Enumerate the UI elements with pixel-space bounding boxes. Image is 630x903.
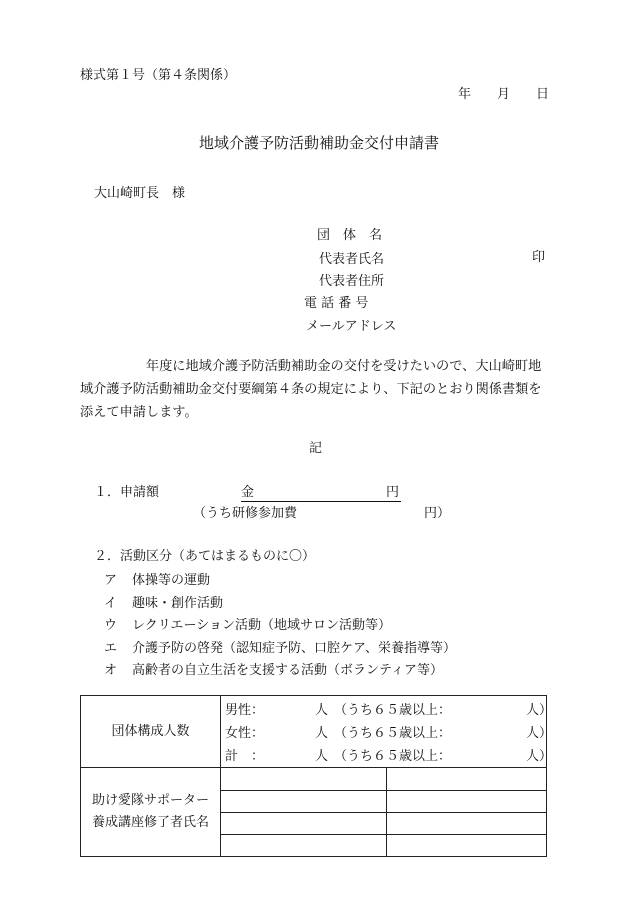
- supporter-name-cell[interactable]: [387, 813, 547, 835]
- member-close: 人）: [526, 749, 553, 764]
- members-label: 団体構成人数: [111, 723, 190, 739]
- member-category: 計 ：: [225, 749, 265, 764]
- statement-line: 域介護予防活動補助金交付要綱第４条の規定により、下記のとおり関係書類を: [80, 382, 542, 397]
- member-unit: 人: [314, 726, 328, 741]
- member-close: 人）: [526, 726, 553, 741]
- option-letter: エ: [104, 641, 118, 656]
- group-name-label: 団 体 名: [317, 228, 383, 243]
- member-note: （うち６５歳以上：: [334, 726, 452, 741]
- member-category: 男性：: [225, 703, 265, 718]
- supporter-name-cell[interactable]: [221, 835, 387, 857]
- training-note: （うち研修参加費: [193, 506, 298, 521]
- supporter-name-cell[interactable]: [387, 835, 547, 857]
- statement-line: 添えて申請します。: [80, 405, 198, 420]
- application-statement: [80, 355, 556, 424]
- supporter-name-cell[interactable]: [387, 791, 547, 813]
- recipient: 大山崎町長 様: [94, 186, 186, 201]
- member-unit: 人: [314, 749, 328, 764]
- option-letter: イ: [104, 596, 118, 611]
- email-label: メールアドレス: [306, 319, 397, 334]
- option-text: 趣味・創作活動: [132, 596, 224, 611]
- supporters-label-line1: 助け愛隊サポーター: [91, 793, 209, 808]
- supporter-name-cell[interactable]: [221, 768, 387, 791]
- option-letter: オ: [104, 663, 118, 678]
- option-text: レクリエーション活動（地域サロン活動等）: [132, 618, 391, 633]
- representative-name-label: 代表者氏名: [319, 252, 385, 267]
- supporter-name-cell[interactable]: [387, 768, 547, 791]
- supporter-name-cell[interactable]: [221, 813, 387, 835]
- amount-field: [241, 485, 401, 502]
- option-letter: ウ: [104, 618, 118, 633]
- option-text: 介護予防の啓発（認知症予防、口腔ケア、栄養指導等）: [132, 641, 456, 656]
- members-counts-cell: [221, 696, 553, 768]
- member-note: （うち６５歳以上：: [334, 749, 452, 764]
- member-unit: 人: [314, 703, 328, 718]
- members-label-cell: [81, 696, 221, 768]
- member-category: 女性：: [225, 726, 265, 741]
- representative-address-label: 代表者住所: [319, 274, 385, 289]
- date-line: 年 月 日: [458, 87, 550, 102]
- yen-label: 円: [385, 485, 399, 500]
- kin-label: 金: [241, 485, 255, 500]
- member-row: [221, 743, 553, 766]
- option-letter: ア: [104, 573, 118, 588]
- seal-label: 印: [532, 250, 546, 265]
- member-note: （うち６５歳以上：: [334, 703, 452, 718]
- supporter-name-cell[interactable]: [221, 791, 387, 813]
- item2-label: ２．活動区分（あてはまるものに〇）: [94, 549, 316, 564]
- training-note-close: 円）: [424, 506, 451, 521]
- member-row: [221, 720, 553, 743]
- member-close: 人）: [526, 703, 553, 718]
- supporters-label-cell: [81, 768, 221, 857]
- statement-line: 年度に地域介護予防活動補助金の交付を受けたいので、大山崎町地: [80, 359, 542, 374]
- ki-heading: 記: [309, 441, 323, 456]
- phone-label: 電 話 番 号: [304, 296, 369, 311]
- form-number: 様式第１号（第４条関係）: [80, 68, 237, 83]
- member-row: [221, 697, 553, 720]
- option-text: 高齢者の自立生活を支援する活動（ボランティア等）: [132, 663, 443, 678]
- members-table: [80, 695, 553, 857]
- supporters-label-line2: 養成講座修了者氏名: [91, 815, 209, 830]
- option-text: 体操等の運動: [132, 573, 211, 588]
- item1-label: １．申請額: [94, 485, 160, 500]
- document-title: 地域介護予防活動補助金交付申請書: [199, 134, 440, 152]
